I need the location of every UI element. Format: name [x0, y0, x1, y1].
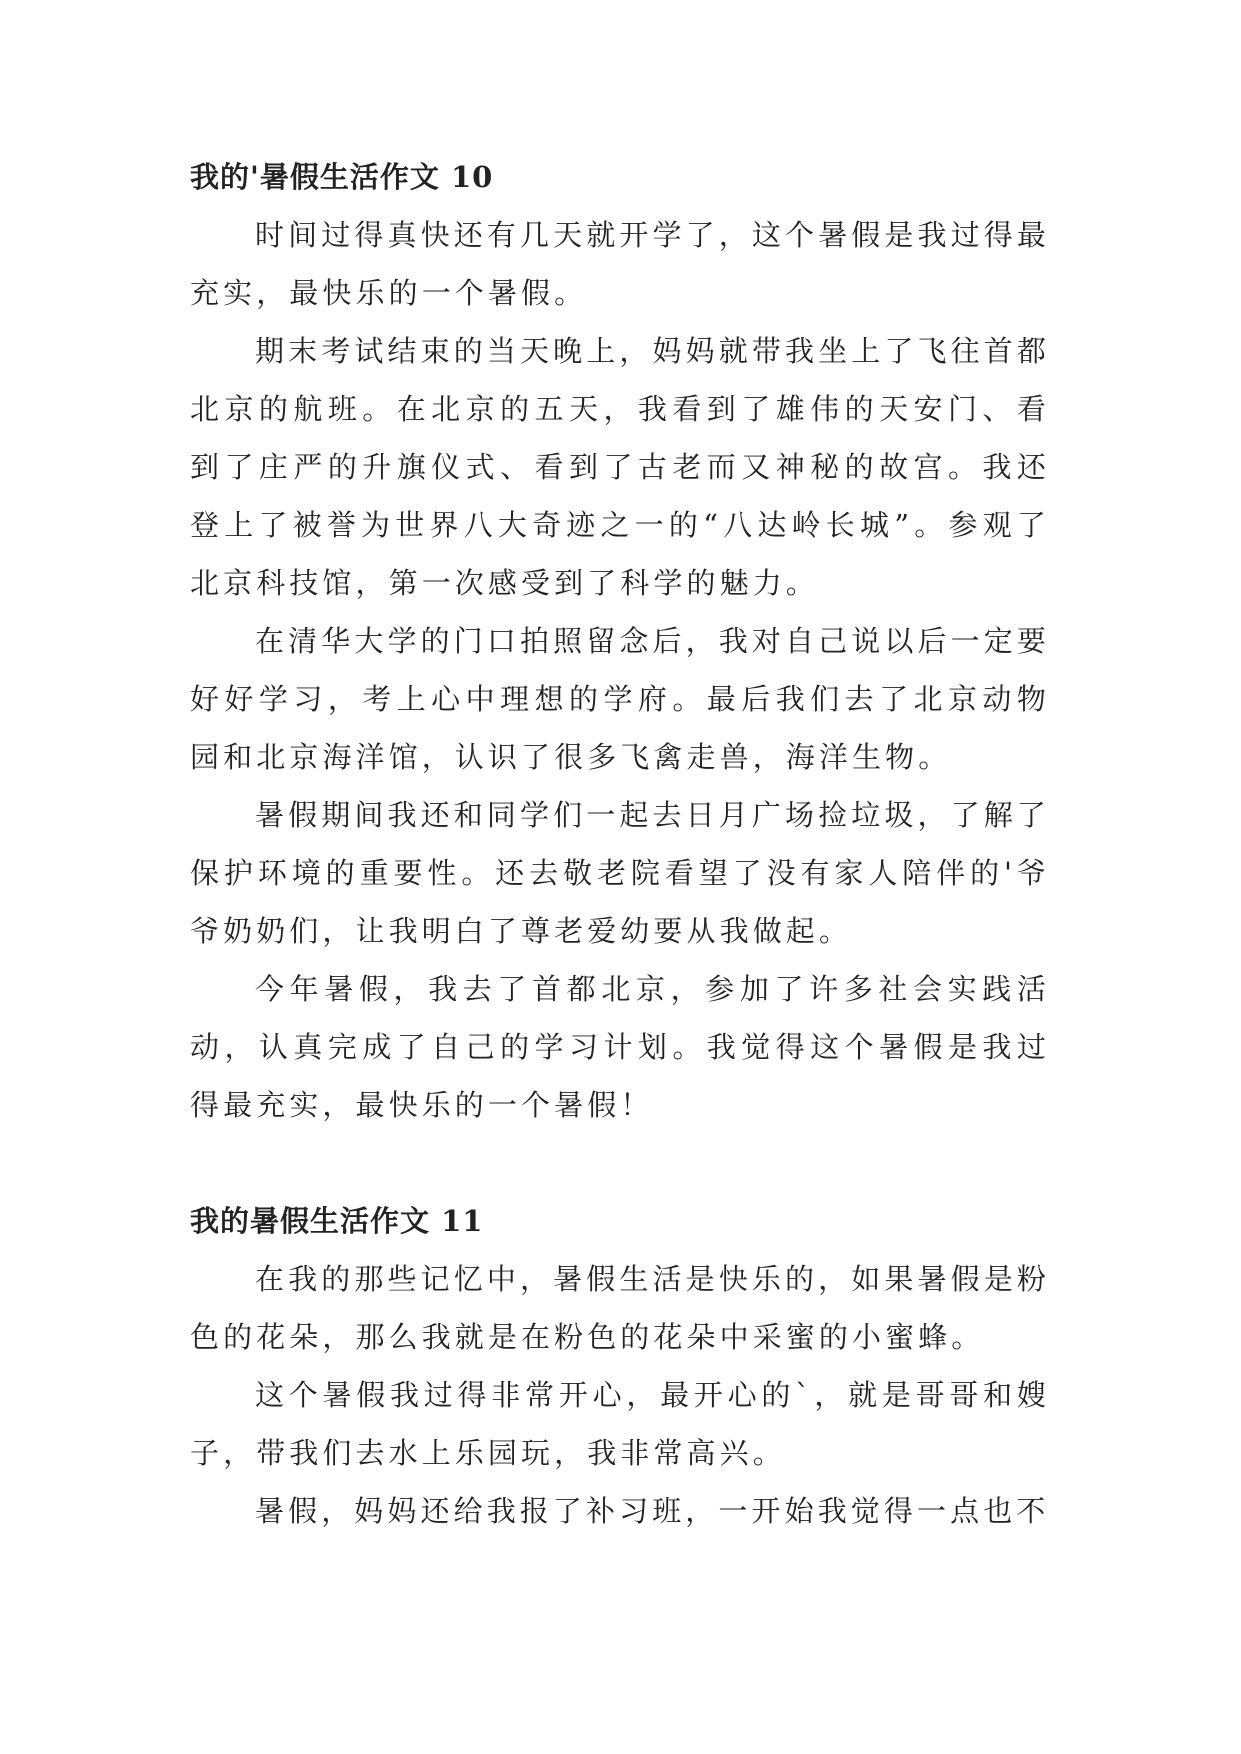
essay-paragraph: 时间过得真快还有几天就开学了，这个暑假是我过得最充实，最快乐的一个暑假。 [190, 218, 1050, 310]
essay-paragraph: 期末考试结束的当天晚上，妈妈就带我坐上了飞往首都北京的航班。在北京的五天，我看到了雄伟的天安门、看到了庄严的升旗仪式、看到了古老而又神秘的故宫。我还登上了被誉为世界八大奇迹之一的“八达岭长城”。参观了北京科技馆，第一次感受到了科学的魅力。 [190, 334, 1050, 600]
essay-paragraph: 在清华大学的门口拍照留念后，我对自己说以后一定要好好学习，考上心中理想的学府。最后我们去了北京动物园和北京海洋馆，认识了很多飞禽走兽，海洋生物。 [190, 624, 1050, 774]
essay-paragraph: 在我的那些记忆中，暑假生活是快乐的，如果暑假是粉色的花朵，那么我就是在粉色的花朵中采蜜的小蜜蜂。 [190, 1262, 1050, 1354]
essay-paragraph: 暑假，妈妈还给我报了补习班，一开始我觉得一点也不 [255, 1494, 1050, 1528]
essay-paragraph: 今年暑假，我去了首都北京，参加了许多社会实践活动，认真完成了自己的学习计划。我觉得这个暑假是我过得最充实，最快乐的一个暑假！ [190, 972, 1050, 1122]
essay-title: 我的暑假生活作文 11 [190, 1204, 484, 1238]
document-body [190, 148, 1050, 1540]
essay-section-11 [190, 1192, 1050, 1540]
essay-paragraph: 暑假期间我还和同学们一起去日月广场捡垃圾，了解了保护环境的重要性。还去敬老院看望了没有家人陪伴的'爷爷奶奶们，让我明白了尊老爱幼要从我做起。 [190, 798, 1050, 948]
essay-title: 我的'暑假生活作文 10 [190, 160, 494, 194]
essay-paragraph: 这个暑假我过得非常开心，最开心的`，就是哥哥和嫂子，带我们去水上乐园玩，我非常高兴。 [190, 1378, 1050, 1470]
essay-section-10 [190, 148, 1050, 1134]
